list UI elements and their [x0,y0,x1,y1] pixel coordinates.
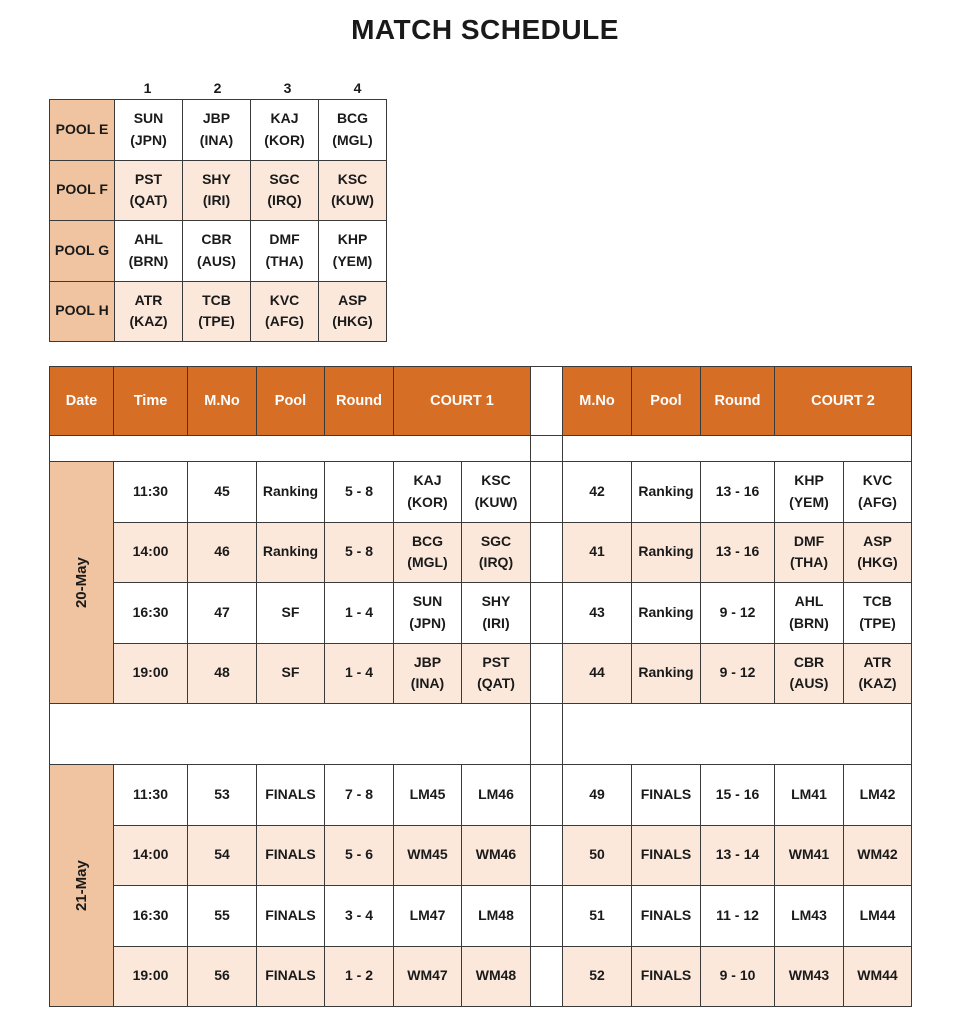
team-code: LM42 [859,785,896,802]
round-cell: 5 - 6 [325,825,394,886]
pool-col-header: 3 [283,80,292,96]
match-number-cell: 48 [188,643,257,704]
round-cell: 13 - 16 [701,522,775,583]
pool-team-cell [251,100,319,161]
court2-team1-cell [775,825,844,886]
team-country: (IRI) [202,192,231,209]
time-cell: 16:30 [114,886,188,947]
round-cell: 9 - 12 [701,643,775,704]
header-date: Date [50,367,114,436]
team-code: LM41 [791,785,827,802]
team-country: (AFG) [858,493,897,510]
time-cell: 11:30 [114,462,188,523]
time-cell: 11:30 [114,765,188,826]
court-gap [531,462,563,523]
court2-team1-cell [775,643,844,704]
pool-col-header: 2 [213,80,222,96]
team-code: SUN [412,593,443,610]
spacer-row [50,436,912,462]
round-cell: 13 - 14 [701,825,775,886]
team-country: (JPN) [130,131,167,148]
team-code: WM47 [407,967,448,984]
court1-team2-cell [462,825,531,886]
match-number-cell: 49 [563,765,632,826]
team-code: TCB [202,291,231,308]
round-cell: 11 - 12 [701,886,775,947]
court-gap [531,643,563,704]
spacer-cell [50,436,531,462]
team-code: BCG [411,532,444,549]
round-cell: 9 - 10 [701,946,775,1007]
team-country: (IRQ) [267,192,302,209]
team-code: SGC [269,170,300,187]
court1-team2-cell [462,886,531,947]
match-row [50,825,912,886]
team-country: (YEM) [789,493,829,510]
team-code: KHP [337,231,368,248]
court1-team1-cell [394,886,462,947]
team-code: AHL [794,593,824,610]
pool-cell: Ranking [632,462,701,523]
team-code: LM47 [409,906,446,923]
team-code: LM43 [791,906,827,923]
spacer-gap [531,704,563,765]
court2-team2-cell [844,522,912,583]
header-pool: Pool [257,367,325,436]
court2-team2-cell [844,765,912,826]
match-row [50,886,912,947]
pool-col-header: 1 [143,80,152,96]
team-code: WM44 [857,967,898,984]
round-cell: 1 - 2 [325,946,394,1007]
court-gap [531,946,563,1007]
team-code: KHP [794,472,824,489]
round-cell: 1 - 4 [325,643,394,704]
court2-team2-cell [844,946,912,1007]
team-code: SHY [202,170,231,187]
team-country: (THA) [789,554,829,571]
schedule-header-row [50,367,912,436]
court1-team2-cell [462,765,531,826]
match-row [50,583,912,644]
match-number-cell: 41 [563,522,632,583]
pool-label: POOL G [50,221,115,282]
team-country: (INA) [199,131,234,148]
header-mno2: M.No [563,367,632,436]
pool-team-cell [251,221,319,282]
team-code: ATR [134,291,163,308]
header-gap [531,367,563,436]
match-number-cell: 47 [188,583,257,644]
pool-row [50,281,387,342]
round-cell: 3 - 4 [325,886,394,947]
team-code: KSC [481,472,511,489]
match-row [50,946,912,1007]
match-number-cell: 50 [563,825,632,886]
team-code: LM48 [478,906,514,923]
pool-row [50,100,387,161]
pool-cell: Ranking [632,583,701,644]
match-row [50,643,912,704]
team-country: (AFG) [265,313,304,330]
team-code: SGC [480,532,512,549]
pool-team-cell [183,160,251,221]
pool-cell: Ranking [632,643,701,704]
team-country: (YEM) [332,252,373,269]
team-code: KAJ [413,472,442,489]
team-code: TCB [863,593,892,610]
team-code: JBP [413,653,442,670]
team-country: (KAZ) [129,313,168,330]
team-code: WM46 [475,846,517,863]
team-code: LM45 [409,785,446,802]
team-country: (AUS) [789,675,829,692]
team-country: (AUS) [197,252,236,269]
pool-team-cell [115,160,183,221]
pool-table [49,99,387,342]
pool-label: POOL E [50,100,115,161]
round-cell: 9 - 12 [701,583,775,644]
header-round: Round [325,367,394,436]
pool-cell: SF [257,643,325,704]
team-code: SHY [481,593,511,610]
spacer-gap [531,436,563,462]
team-code: DMF [793,532,825,549]
pool-team-cell [319,100,387,161]
team-code: ASP [338,291,367,308]
team-country: (KUW) [331,192,374,209]
pool-row [50,221,387,282]
court-gap [531,765,563,826]
time-cell: 14:00 [114,522,188,583]
match-number-cell: 56 [188,946,257,1007]
team-country: (THA) [265,252,304,269]
date-cell [50,462,114,704]
match-row [50,522,912,583]
team-code: WM43 [788,967,830,984]
time-cell: 19:00 [114,946,188,1007]
court1-team2-cell [462,643,531,704]
round-cell: 13 - 16 [701,462,775,523]
match-row [50,462,912,523]
team-country: (HKG) [332,313,373,330]
team-country: (JPN) [409,614,446,631]
court1-team1-cell [394,643,462,704]
match-number-cell: 54 [188,825,257,886]
team-country: (HKG) [857,554,898,571]
court1-team2-cell [462,462,531,523]
header-court1: COURT 1 [394,367,531,436]
team-country: (MGL) [332,131,373,148]
team-country: (KAZ) [858,675,897,692]
team-country: (BRN) [789,614,829,631]
page-title: MATCH SCHEDULE [351,14,619,45]
header-mno: M.No [188,367,257,436]
match-number-cell: 46 [188,522,257,583]
team-country: (KOR) [407,493,448,510]
team-country: (TPE) [859,614,896,631]
pool-cell: FINALS [632,765,701,826]
court1-team2-cell [462,583,531,644]
team-country: (KOR) [264,131,305,148]
round-cell: 5 - 8 [325,462,394,523]
pool-cell: FINALS [257,946,325,1007]
time-cell: 14:00 [114,825,188,886]
team-code: WM45 [407,846,448,863]
team-code: KVC [862,472,893,489]
round-cell: 1 - 4 [325,583,394,644]
court2-team2-cell [844,583,912,644]
pool-label: POOL F [50,160,115,221]
header-court2: COURT 2 [775,367,912,436]
team-code: ATR [863,653,892,670]
pool-cell: FINALS [257,765,325,826]
court2-team2-cell [844,886,912,947]
team-code: ASP [863,532,892,549]
team-country: (QAT) [129,192,168,209]
team-country: (TPE) [198,313,235,330]
team-country: (QAT) [477,675,515,692]
court-gap [531,583,563,644]
pool-cell: FINALS [257,886,325,947]
spacer-cell [563,436,912,462]
team-code: WM42 [857,846,898,863]
match-row [50,765,912,826]
court-gap [531,522,563,583]
court2-team2-cell [844,643,912,704]
court2-team1-cell [775,583,844,644]
pool-team-cell [319,221,387,282]
pool-team-cell [183,221,251,282]
team-code: PST [134,170,163,187]
team-country: (IRQ) [478,554,514,571]
pool-team-cell [319,281,387,342]
match-number-cell: 42 [563,462,632,523]
spacer-cell [50,704,531,765]
court1-team1-cell [394,462,462,523]
time-cell: 19:00 [114,643,188,704]
match-number-cell: 44 [563,643,632,704]
header-round2: Round [701,367,775,436]
pool-cell: FINALS [257,825,325,886]
team-country: (INA) [410,675,445,692]
court1-team1-cell [394,583,462,644]
team-code: LM44 [859,906,896,923]
team-country: (MGL) [407,554,448,571]
spacer-cell [563,704,912,765]
header-pool2: Pool [632,367,701,436]
team-code: CBR [201,231,232,248]
team-code: LM46 [478,785,514,802]
match-number-cell: 55 [188,886,257,947]
court2-team1-cell [775,765,844,826]
team-country: (IRI) [482,614,510,631]
header-time: Time [114,367,188,436]
team-code: KVC [269,291,300,308]
team-code: DMF [269,231,300,248]
court2-team2-cell [844,825,912,886]
pool-team-cell [115,281,183,342]
court1-team1-cell [394,825,462,886]
pool-team-cell [183,281,251,342]
team-code: JBP [202,110,231,127]
pool-cell: Ranking [257,462,325,523]
pool-team-cell [251,160,319,221]
team-code: WM48 [475,967,517,984]
court1-team1-cell [394,765,462,826]
team-code: KSC [337,170,368,187]
court2-team1-cell [775,462,844,523]
match-number-cell: 45 [188,462,257,523]
round-cell: 15 - 16 [701,765,775,826]
court2-team1-cell [775,886,844,947]
court2-team2-cell [844,462,912,523]
date-label: 21-May [72,860,90,911]
pool-cell: Ranking [257,522,325,583]
pool-team-cell [319,160,387,221]
pool-team-cell [115,221,183,282]
match-number-cell: 53 [188,765,257,826]
round-cell: 7 - 8 [325,765,394,826]
team-country: (BRN) [128,252,169,269]
court-gap [531,886,563,947]
pool-row [50,160,387,221]
court-gap [531,825,563,886]
court1-team1-cell [394,946,462,1007]
pool-team-cell [115,100,183,161]
date-cell [50,765,114,1007]
match-number-cell: 43 [563,583,632,644]
team-code: AHL [134,231,163,248]
date-label: 20-May [72,557,90,608]
team-code: PST [482,653,510,670]
team-code: BCG [336,110,369,127]
team-country: (KUW) [474,493,518,510]
court1-team1-cell [394,522,462,583]
court2-team1-cell [775,522,844,583]
match-number-cell: 51 [563,886,632,947]
pool-cell: Ranking [632,522,701,583]
team-code: WM41 [788,846,830,863]
pool-cell: FINALS [632,825,701,886]
court1-team2-cell [462,946,531,1007]
pool-cell: SF [257,583,325,644]
round-cell: 5 - 8 [325,522,394,583]
court2-team1-cell [775,946,844,1007]
spacer-row [50,704,912,765]
court1-team2-cell [462,522,531,583]
team-code: KAJ [270,110,299,127]
pool-label: POOL H [50,281,115,342]
pool-col-header: 4 [353,80,362,96]
match-number-cell: 52 [563,946,632,1007]
pool-cell: FINALS [632,886,701,947]
schedule-table [49,366,912,1007]
team-code: SUN [133,110,164,127]
time-cell: 16:30 [114,583,188,644]
pool-team-cell [251,281,319,342]
pool-team-cell [183,100,251,161]
pool-cell: FINALS [632,946,701,1007]
team-code: CBR [793,653,825,670]
